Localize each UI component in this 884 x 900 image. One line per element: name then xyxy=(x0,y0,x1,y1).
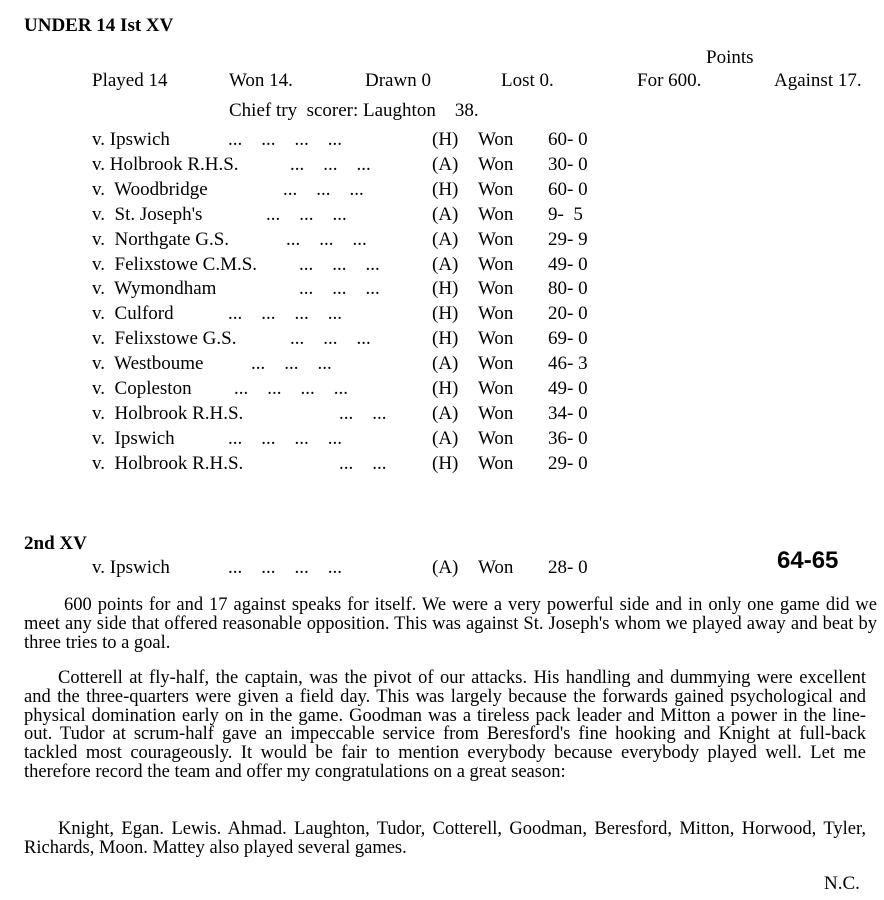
summary-lost: Lost 0. xyxy=(501,70,554,91)
table-row xyxy=(0,428,884,453)
result: Won xyxy=(478,353,514,375)
summary-played: Played 14 xyxy=(92,70,168,91)
score: 36- 0 xyxy=(548,427,588,449)
leader-dots: ... ... ... xyxy=(299,278,380,300)
venue: (A) xyxy=(432,557,459,578)
score: 46- 3 xyxy=(548,353,588,375)
leader-dots: ... ... xyxy=(339,402,387,424)
result: Won xyxy=(478,253,514,275)
result: Won xyxy=(478,129,514,150)
table-row xyxy=(0,557,884,582)
score: 9- 5 xyxy=(548,203,583,225)
opponent: v. Northgate G.S. xyxy=(92,228,230,250)
score: 49- 0 xyxy=(548,378,588,399)
table-row xyxy=(0,154,884,179)
result: Won xyxy=(478,402,514,424)
table-row xyxy=(0,453,884,478)
leader-dots: ... ... ... xyxy=(290,328,371,350)
report-paragraph-2 xyxy=(24,669,866,782)
table-row xyxy=(0,303,884,328)
paragraph-text: 600 points for and 17 against speaks for itself. We were a very powerful side and in only one game did we meet any side that offered reasonable opposition. This was against St. Joseph's whom we played away and beat by three tries to a goal. xyxy=(24,595,877,653)
summary-drawn: Drawn 0 xyxy=(365,70,431,91)
table-row xyxy=(0,204,884,229)
table-row xyxy=(0,353,884,378)
leader-dots: ... ... ... ... xyxy=(228,129,342,150)
leader-dots: ... ... ... ... xyxy=(228,303,342,325)
leader-dots: ... ... xyxy=(339,452,387,474)
result: Won xyxy=(478,557,514,578)
score: 60- 0 xyxy=(548,178,588,200)
leader-dots: ... ... ... ... xyxy=(234,378,348,399)
venue: (A) xyxy=(432,427,459,449)
result: Won xyxy=(478,278,514,300)
leader-dots: ... ... ... xyxy=(286,228,367,250)
chief-try-scorer: Chief try scorer: Laughton 38. xyxy=(229,100,479,121)
result: Won xyxy=(478,153,514,175)
table-row xyxy=(0,378,884,403)
team-list-paragraph xyxy=(24,820,866,858)
result: Won xyxy=(478,378,514,399)
leader-dots: ... ... ... xyxy=(251,353,332,375)
opponent: v. Holbrook R.H.S. xyxy=(92,452,244,474)
result: Won xyxy=(478,328,514,350)
table-row xyxy=(0,254,884,279)
section-heading-under14: UNDER 14 Ist XV xyxy=(24,15,174,36)
opponent: v. Holbrook R.H.S. xyxy=(92,153,239,175)
opponent: v. Culford xyxy=(92,303,174,325)
leader-dots: ... ... ... xyxy=(283,178,364,200)
result: Won xyxy=(478,203,514,225)
venue: (H) xyxy=(432,178,459,200)
venue: (A) xyxy=(432,228,459,250)
venue: (H) xyxy=(432,303,459,325)
signature: N.C. xyxy=(824,873,860,894)
venue: (H) xyxy=(432,328,459,350)
summary-won: Won 14. xyxy=(229,70,293,91)
table-row xyxy=(0,179,884,204)
venue: (A) xyxy=(432,353,459,375)
opponent: v. Westboume xyxy=(92,353,204,375)
opponent: v. Wymondham xyxy=(92,278,217,300)
table-row xyxy=(0,403,884,428)
section-heading-2nd-xv: 2nd XV xyxy=(24,533,87,554)
score: 28- 0 xyxy=(548,557,588,578)
season-label: 64-65 xyxy=(777,547,839,574)
paragraph-text: Cotterell at fly-half, the captain, was the pivot of our attacks. His handling and dummying were excellent and the three-quarters were given a field day. This was largely because the forwards gained psychological and physical domination early on in the game. Goodman was a tireless pack leader and Mitton a power in the line-out. Tudor at scrum-half gave an impeccable service from Beresford's fine hooking and Knight at full-back tackled most courageously. It would be fair to mention everybody because everybody played well. Let me therefore record the team and offer my congratulations on a great season: xyxy=(24,668,866,782)
opponent: v. Ipswich xyxy=(92,427,175,449)
summary-for: For 600. xyxy=(637,70,702,91)
leader-dots: ... ... ... xyxy=(299,253,380,275)
score: 69- 0 xyxy=(548,328,588,350)
opponent: v. St. Joseph's xyxy=(92,203,203,225)
leader-dots: ... ... ... xyxy=(266,203,347,225)
score: 80- 0 xyxy=(548,278,588,300)
result: Won xyxy=(478,427,514,449)
score: 30- 0 xyxy=(548,153,588,175)
result: Won xyxy=(478,178,514,200)
venue: (A) xyxy=(432,203,459,225)
score: 29- 0 xyxy=(548,452,588,474)
table-row xyxy=(0,328,884,353)
score: 29- 9 xyxy=(548,228,588,250)
leader-dots: ... ... ... ... xyxy=(228,557,342,578)
opponent: v. Copleston xyxy=(92,378,192,399)
venue: (A) xyxy=(432,153,459,175)
score: 34- 0 xyxy=(548,402,588,424)
score: 60- 0 xyxy=(548,129,588,150)
venue: (H) xyxy=(432,129,459,150)
score: 49- 0 xyxy=(548,253,588,275)
opponent: v. Felixstowe G.S. xyxy=(92,328,237,350)
opponent: v. Ipswich xyxy=(92,557,170,578)
summary-against: Against 17. xyxy=(774,70,862,91)
venue: (H) xyxy=(432,452,459,474)
opponent: v. Felixstowe C.M.S. xyxy=(92,253,258,275)
paragraph-text: Knight, Egan. Lewis. Ahmad. Laughton, Tudor, Cotterell, Goodman, Beresford, Mitton, Horwood, Tyler, Richards, Moon. Mattey also played several games. xyxy=(24,819,866,858)
result: Won xyxy=(478,303,514,325)
leader-dots: ... ... ... xyxy=(290,153,371,175)
score: 20- 0 xyxy=(548,303,588,325)
table-row xyxy=(0,278,884,303)
table-row xyxy=(0,229,884,254)
report-paragraph-1 xyxy=(24,596,877,652)
venue: (H) xyxy=(432,278,459,300)
result: Won xyxy=(478,452,514,474)
result: Won xyxy=(478,228,514,250)
table-row xyxy=(0,129,884,154)
opponent: v. Woodbridge xyxy=(92,178,208,200)
opponent: v. Holbrook R.H.S. xyxy=(92,402,244,424)
points-label: Points xyxy=(706,47,754,68)
venue: (H) xyxy=(432,378,459,399)
venue: (A) xyxy=(432,253,459,275)
opponent: v. Ipswich xyxy=(92,129,170,150)
venue: (A) xyxy=(432,402,459,424)
leader-dots: ... ... ... ... xyxy=(228,427,342,449)
